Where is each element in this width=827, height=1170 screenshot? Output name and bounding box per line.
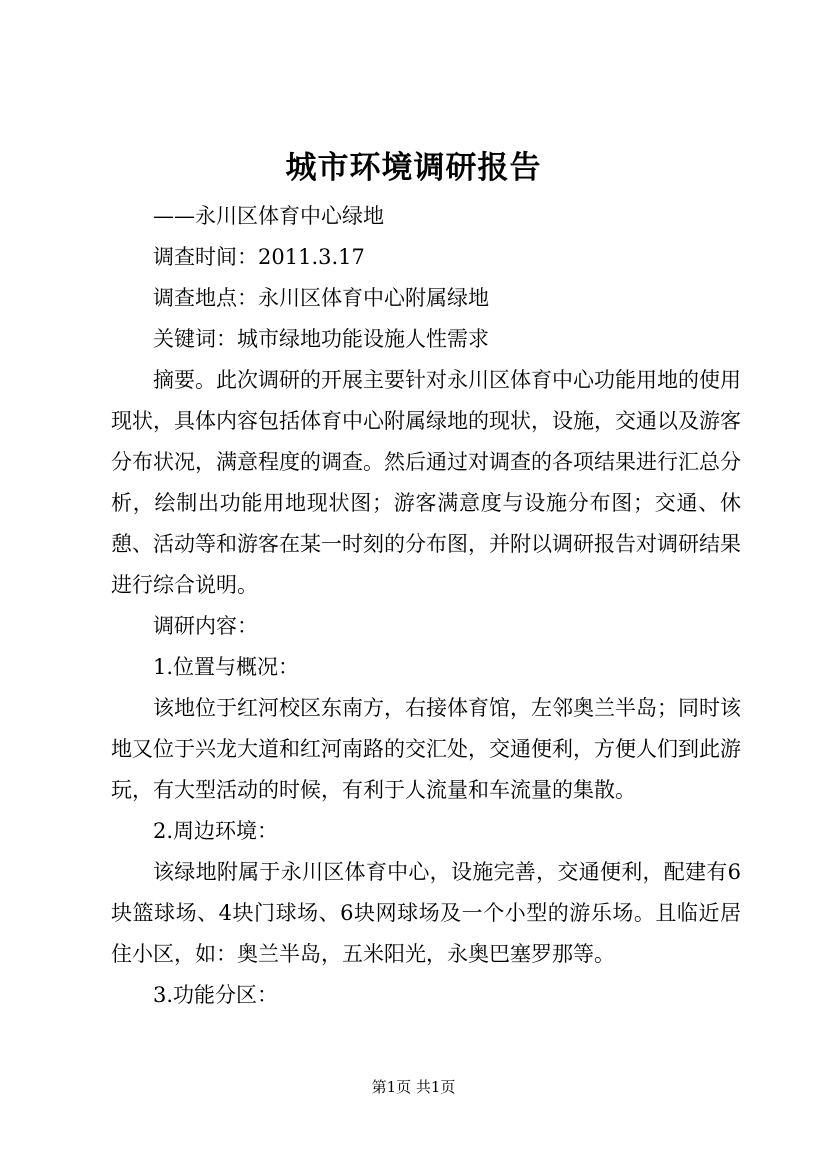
abstract-paragraph: 摘要。此次调研的开展主要针对永川区体育中心功能用地的使用现状，具体内容包括体育中心附属绿地的现状，设施，交通以及游客分布状况，满意程度的调查。然后通过对调查的各项结果进行汇总分析，绘制出功能用地现状图；游客满意度与设施分布图；交通、休憩、活动等和游客在某一时刻的分布图，并附以调研报告对调研结果进行综合说明。 xyxy=(111,368,741,597)
survey-time: 调查时间：2011.3.17 xyxy=(153,245,365,269)
page-footer: 第1页 共1页 xyxy=(371,1078,456,1096)
section2-paragraph: 该绿地附属于永川区体育中心，设施完善，交通便利，配建有6块篮球场、4块门球场、6块网球场及一个小型的游乐场。且临近居住小区，如：奥兰半岛，五米阳光，永奥巴塞罗那等。 xyxy=(111,860,741,966)
section1-heading: 1.位置与概况： xyxy=(153,655,300,679)
document-title: 城市环境调研报告 xyxy=(285,150,542,186)
survey-location: 调查地点：永川区体育中心附属绿地 xyxy=(153,286,489,310)
document-body xyxy=(111,196,741,1016)
content-heading: 调研内容： xyxy=(153,614,258,638)
subtitle: ——永川区体育中心绿地 xyxy=(153,204,384,228)
section3-heading: 3.功能分区： xyxy=(153,983,279,1007)
keywords: 关键词：城市绿地功能设施人性需求 xyxy=(153,327,489,351)
section1-paragraph: 该地位于红河校区东南方，右接体育馆，左邻奥兰半岛；同时该地又位于兴龙大道和红河南路的交汇处，交通便利，方便人们到此游玩，有大型活动的时候，有利于人流量和车流量的集散。 xyxy=(111,696,741,802)
section2-heading: 2.周边环境： xyxy=(153,819,279,843)
